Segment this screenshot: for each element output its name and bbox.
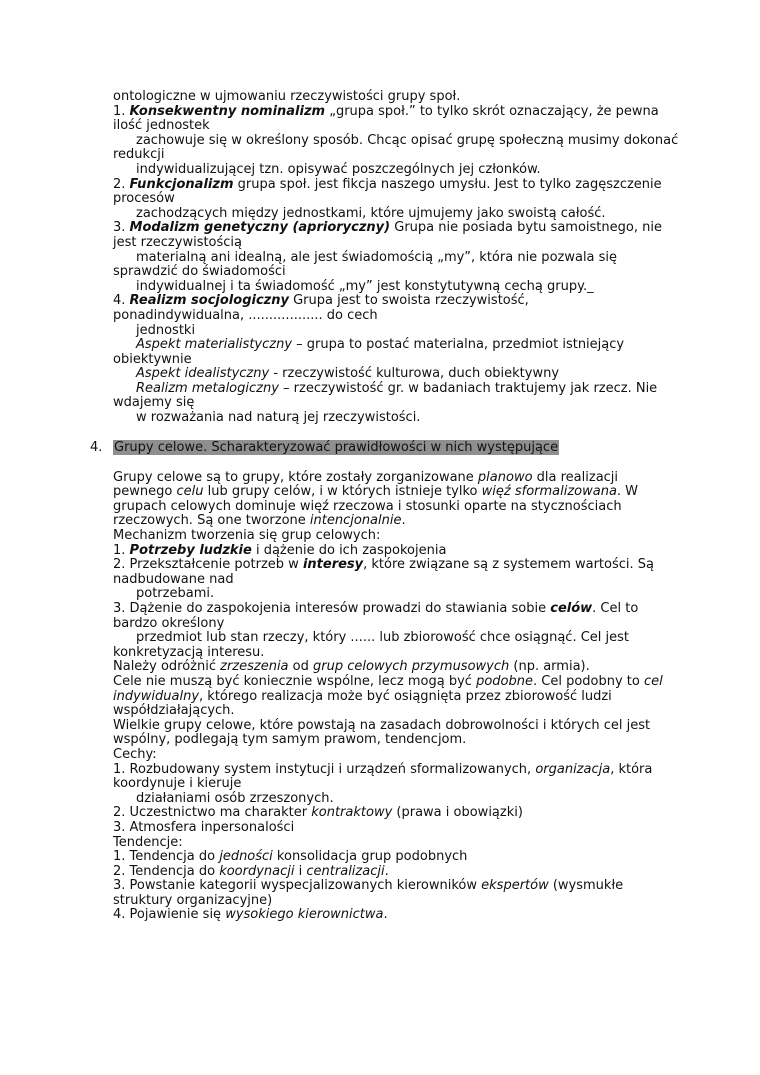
list-item: 1. Potrzeby ludzkie i dążenie do ich zaspokojenia [113,542,447,558]
list-item: 3. Atmosfera inpersonalości [113,819,295,835]
list-item: 2. Przekształcenie potrzeb w interesy, które związane są z systemem wartości. Są [113,557,654,573]
document-page [90,89,679,923]
list-item: 2. Tendencja do koordynacji i centralizacji. [113,863,389,879]
text-line: indywidualnej i ta świadomość „my” jest konstytutywną cechą grupy._ [136,278,594,294]
text-line: redukcji [113,147,165,163]
text-line: Realizm metalogiczny – rzeczywistość gr. w badaniach traktujemy jak rzecz. Nie [136,380,658,396]
text-line: indywidualny, którego realizacja może być osiągnięta przez zbiorowość ludzi [113,688,612,704]
text-line: konkretyzacją interesu. [113,644,265,660]
text-line: wdajemy się [113,395,195,411]
text-line: Tendencje: [113,834,183,850]
text-line: bardzo określony [113,615,225,631]
text-line: współdziałających. [113,703,235,719]
section-heading [90,439,673,457]
text-line: materialną ani idealną, ale jest świadomością „my”, która nie pozwala się [136,249,618,265]
list-item: 2. Funkcjonalizm grupa społ. jest fikcja naszego umysłu. Jest to tylko zagęszczenie [113,176,662,192]
text-line: jest rzeczywistością [113,234,243,250]
text-line: rzeczowych. Są one tworzone intencjonalnie. [113,513,406,529]
list-item: 3. Powstanie kategorii wyspecjalizowanych kierowników ekspertów (wysmukłe [113,878,624,894]
text-line: struktury organizacyjne) [113,892,273,908]
text-line: ilość jednostek [113,118,210,134]
text-line: Mechanizm tworzenia się grup celowych: [113,528,381,544]
section-number: 4. [90,439,103,455]
text-line: Aspekt idealistyczny - rzeczywistość kulturowa, duch obiektywny [136,366,560,382]
text-line: w rozważania nad naturą jej rzeczywistości. [136,410,421,426]
text-line: procesów [113,191,175,207]
list-item: 2. Uczestnictwo ma charakter kontraktowy (prawa i obowiązki) [113,805,523,821]
text-line: potrzebami. [136,586,215,602]
list-item: 1. Konsekwentny nominalizm „grupa społ.” to tylko skrót oznaczający, że pewna [113,103,659,119]
text-line: ponadindywidualna, .................. do cech [113,307,378,323]
text-line: zachodzących między jednostkami, które ujmujemy jako swoistą całość. [136,205,606,221]
text-line: Należy odróżnić zrzeszenia od grup celowych przymusowych (np. armia). [113,659,590,675]
list-item: 4. Pojawienie się wysokiego kierownictwa. [113,907,388,923]
list-item: 1. Tendencja do jedności konsolidacja grup podobnych [113,849,468,865]
text-line: wspólny, podlegają tym samym prawom, tendencjom. [113,732,467,748]
text-line: Wielkie grupy celowe, które powstają na zasadach dobrowolności i których cel jest [113,717,651,733]
text-line: koordynuje i kieruje [113,776,242,792]
text-line: jednostki [136,322,196,338]
text-line: przedmiot lub stan rzeczy, który ...... lub zbiorowość chce osiągnąć. Cel jest [136,630,630,646]
text-line: Cele nie muszą być koniecznie wspólne, lecz mogą być podobne. Cel podobny to cel [113,673,663,689]
list-item: 3. Dążenie do zaspokojenia interesów prowadzi do stawiania sobie celów. Cel to [113,601,639,616]
text-line: nadbudowane nad [113,571,234,587]
section-title: Grupy celowe. Scharakteryzować prawidłowości w nich występujące [114,439,559,455]
text-line: Cechy: [113,746,157,762]
list-item: 1. Rozbudowany system instytucji i urządzeń sformalizowanych, organizacja, która [113,761,653,777]
text-line: pewnego celu lub grupy celów, i w których istnieje tylko więź sformalizowana. W [113,484,639,500]
text-line: Aspekt materialistyczny – grupa to postać materialna, przedmiot istniejący [136,337,625,353]
text-line: indywidualizującej tzn. opisywać poszczególnych jej członków. [136,161,541,177]
list-item: 4. Realizm socjologiczny Grupa jest to swoista rzeczywistość, [113,293,529,309]
text-line: zachowuje się w określony sposób. Chcąc opisać grupę społeczną musimy dokonać [136,132,679,148]
text-line: ontologiczne w ujmowaniu rzeczywistości grupy społ. [113,89,461,104]
list-item: 3. Modalizm genetyczny (aprioryczny) Grupa nie posiada bytu samoistnego, nie [113,220,662,236]
text-line: sprawdzić do świadomości [113,264,286,280]
text-line: Grupy celowe są to grupy, które zostały zorganizowane planowo dla realizacji [113,469,619,485]
text-line: działaniami osób zrzeszonych. [136,790,334,806]
text-line: obiektywnie [113,351,192,367]
text-line: grupach celowych dominuje więź rzeczowa i stosunki oparte na stycznościach [113,498,622,514]
